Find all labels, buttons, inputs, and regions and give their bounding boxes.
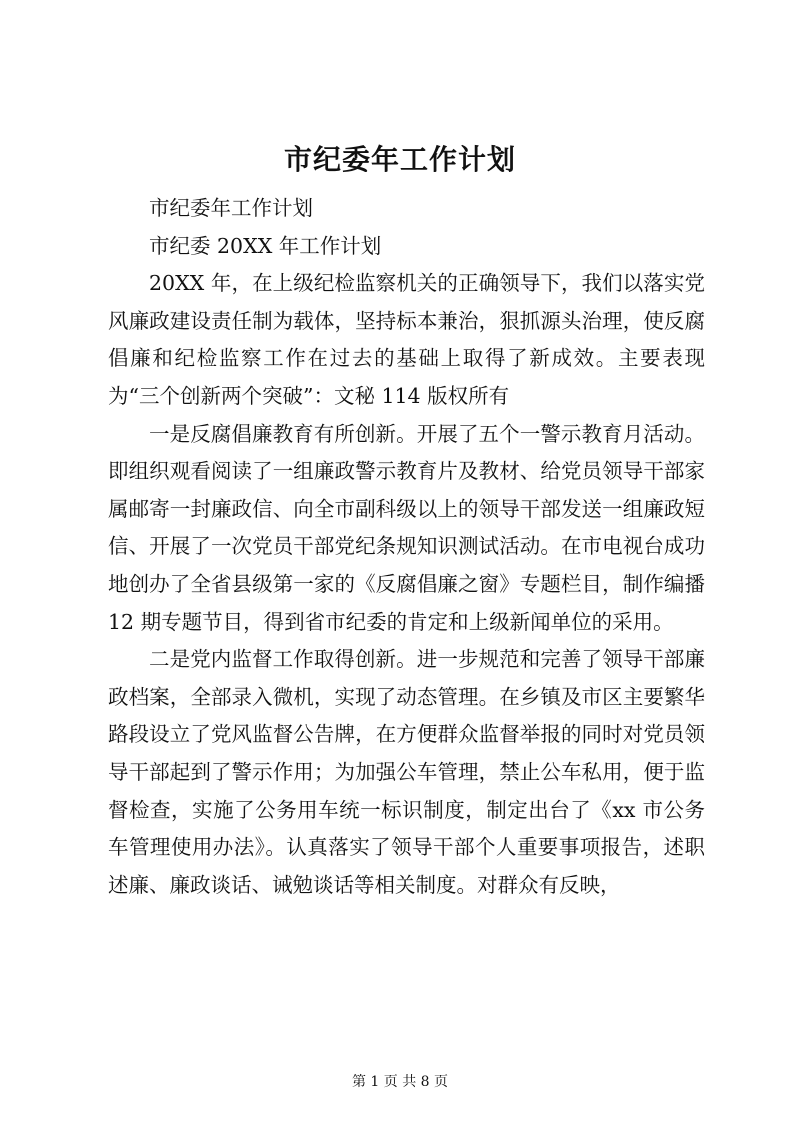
paragraph-plan-year: 市纪委 20XX 年工作计划 [149,233,382,258]
paragraph-supervision-innovation: 二是党内监督工作取得创新。进一步规范和完善了领导干部廉政档案，全部录入微机，实现了动态管理。在乡镇及市区主要繁华路段设立了党风监督公告牌，在方便群众监督举报的同时对党员领导干部起到了警示作用；为加强公车管理，禁止公车私用，便于监督检查，实施了公务用车统一标识制度，制定出台了《xx 市公务车管理使用办法》。认真落实了领导干部个人重要事项报告，述职述廉、廉政谈话、诫勉谈话等相关制度。对群众有反映， [108,647,705,897]
page-number-footer: 第 1 页 共 8 页 [351,1074,449,1090]
paragraph-subtitle: 市纪委年工作计划 [149,196,313,220]
paragraph-education-innovation: 一是反腐倡廉教育有所创新。开展了五个一警示教育月活动。即组织观看阅读了一组廉政警示教育片及教材、给党员领导干部家属邮寄一封廉政信、向全市副科级以上的领导干部发送一组廉政短信、开展了一次党员干部党纪条规知识测试活动。在市电视台成功地创办了全省县级第一家的《反腐倡廉之窗》专题栏目，制作编播 12 期专题节目，得到省市纪委的肯定和上级新闻单位的采用。 [108,421,705,634]
paragraph-intro: 20XX 年，在上级纪检监察机关的正确领导下，我们以落实党风廉政建设责任制为载体，坚持标本兼治，狠抓源头治理，使反腐倡廉和纪检监察工作在过去的基础上取得了新成效。主要表现为“三个创新两个突破”：文秘 114 版权所有 [108,271,705,408]
document-title: 市纪委年工作计划 [283,143,516,176]
document-body [108,190,705,904]
